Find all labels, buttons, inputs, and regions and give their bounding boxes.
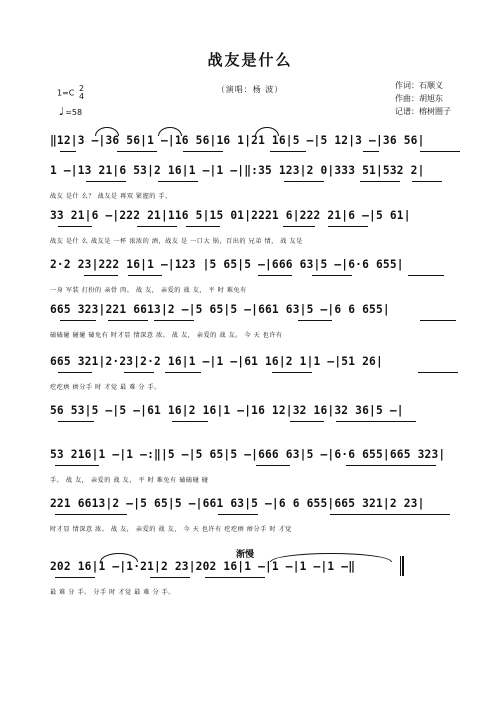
beam-line — [172, 421, 208, 422]
beam-line — [124, 372, 154, 373]
time-signature — [79, 85, 84, 101]
lyrics-line: 时才显 情深意 浓。 战 友， 亲爱的 战 友， 今 天 也许有 疙疙瘩 瘩分手 时 才觉 — [50, 526, 292, 533]
beam-line — [360, 181, 400, 182]
beam-line — [84, 275, 118, 276]
notation-line: 56 53|5 –|5 –|61 16|2 16|1 –|16 12|32 16|32 36|5 –| — [50, 404, 404, 417]
beam-line — [218, 514, 258, 515]
final-barline — [400, 556, 401, 576]
time-top: 2 — [78, 84, 85, 93]
beam-line — [290, 421, 324, 422]
beam-line — [256, 465, 290, 466]
lyrics-line: 战友 是什 么 战友是 一杯 浓浓的 酒，战友 是 一口大 锅，百出的 兄弟 情， 战 友是 — [50, 238, 303, 245]
lyrics-line: 疙疙瘩 瘩分手 时 才觉 最 难 分 手。 — [50, 384, 161, 391]
beam-line — [55, 577, 95, 578]
beam-line — [205, 577, 265, 578]
tempo-value: =58 — [65, 108, 83, 117]
beam-line — [117, 151, 157, 152]
beam-line — [158, 181, 198, 182]
beam-line — [284, 181, 324, 182]
lyrics-line — [50, 431, 465, 441]
beam-line — [420, 320, 456, 321]
beam-line — [154, 320, 194, 321]
tie-arc — [270, 553, 392, 562]
beam-line — [58, 421, 94, 422]
beam-line — [183, 151, 223, 152]
beam-line — [336, 421, 416, 422]
lyricist-credit: 作词：石顺义 — [395, 81, 443, 90]
notation-line: ‖12|3 –|36 56|1 –|16 56|16 1|21 16|5 –|5 12|3 –|36 56| — [50, 134, 425, 147]
beam-line — [298, 320, 332, 321]
beam-line — [128, 275, 162, 276]
lyrics-line: 战友 是什 么？ 战友是 再双 紧握的 手， — [50, 193, 172, 200]
composer-credit: 作曲：胡旭东 — [395, 94, 443, 103]
beam-line — [58, 372, 92, 373]
beam-line — [418, 372, 458, 373]
tie-arc — [95, 127, 119, 136]
notation-line: 1 –|13 21|6 53|2 16|1 –|1 –|‖:35 123|2 0|333 51|532 2| — [50, 164, 425, 177]
lyrics-line: 手。 战 友， 亲爱的 战 友， 平 时 难免有 磕磕碰 碰 — [50, 477, 209, 484]
beam-line — [330, 514, 450, 515]
beam-line — [328, 226, 368, 227]
beam-line — [270, 151, 306, 152]
beam-line — [86, 181, 126, 182]
beam-line — [108, 320, 148, 321]
beam-line — [420, 151, 460, 152]
beam-line — [58, 226, 92, 227]
credits-block — [395, 79, 451, 118]
notation-line: 221 6613|2 –|5 65|5 –|661 63|5 –|6 6 655|665 321|2 23| — [50, 497, 425, 510]
notation-line: 202 16|1 –|1·21|2 23|202 16|1 –|1 –|1 –|1 –‖ — [50, 560, 356, 573]
tie-arc — [100, 553, 138, 562]
key-signature — [57, 85, 84, 101]
beam-line — [408, 275, 444, 276]
beam-line — [55, 514, 127, 515]
beam-line — [272, 372, 312, 373]
beam-line — [283, 226, 315, 227]
time-bottom: 4 — [78, 92, 85, 101]
lyrics-line: 一身 军装 打扮的 亲骨 肉。 战 友， 亲爱的 战 友， 平 时 难免有 — [50, 287, 247, 294]
lyrics-line: 磕磕碰 碰碰 磕免有 时才显 情深意 浓。 战 友， 亲爱的 战 友。 今 天 也许有 — [50, 332, 283, 339]
beam-line — [312, 275, 352, 276]
lyrics-line: 最 难 分 手。 分手 时 才觉 最 难 分 手。 — [50, 589, 175, 596]
tie-arc — [158, 127, 182, 136]
beam-line — [363, 151, 379, 152]
beam-line — [60, 320, 96, 321]
tempo-mark — [59, 105, 82, 118]
page-title: 战友是什么 — [207, 51, 293, 69]
final-barline-thick — [402, 556, 404, 576]
beam-line — [60, 151, 76, 152]
transcriber-credit: 记谱：榕树圈子 — [395, 107, 451, 116]
notation-line: 665 321|2·23|2·2 16|1 –|1 –|61 16|2 1|1 –|51 26| — [50, 355, 383, 368]
beam-line — [186, 226, 220, 227]
notation-line: 665 323|221 6613|2 –|5 65|5 –|661 63|5 –|6 6 655| — [50, 303, 390, 316]
beam-line — [412, 181, 442, 182]
tempo-instruction: 渐慢 — [236, 550, 255, 560]
beam-line — [346, 465, 436, 466]
tie-arc — [255, 127, 279, 136]
beam-line — [137, 226, 177, 227]
notation-line: 33 21|6 –|222 21|116 5|15 01|2221 6|222 21|6 –|5 61| — [50, 209, 411, 222]
notation-line: 2·2 23|222 16|1 –|123 |5 65|5 –|666 63|5 –|6·6 655| — [50, 258, 404, 271]
beam-line — [165, 372, 201, 373]
beam-line — [55, 465, 99, 466]
beam-line — [258, 275, 292, 276]
key-label: 1=C — [57, 88, 75, 98]
notation-line: 53 216|1 –|1 –:‖|5 –|5 65|5 –|666 63|5 –|6·6 655|665 323| — [50, 448, 446, 461]
performer-line: （演唱：杨 波） — [216, 85, 284, 94]
beam-line — [150, 577, 190, 578]
quarter-note-icon: ♩ — [59, 105, 65, 118]
